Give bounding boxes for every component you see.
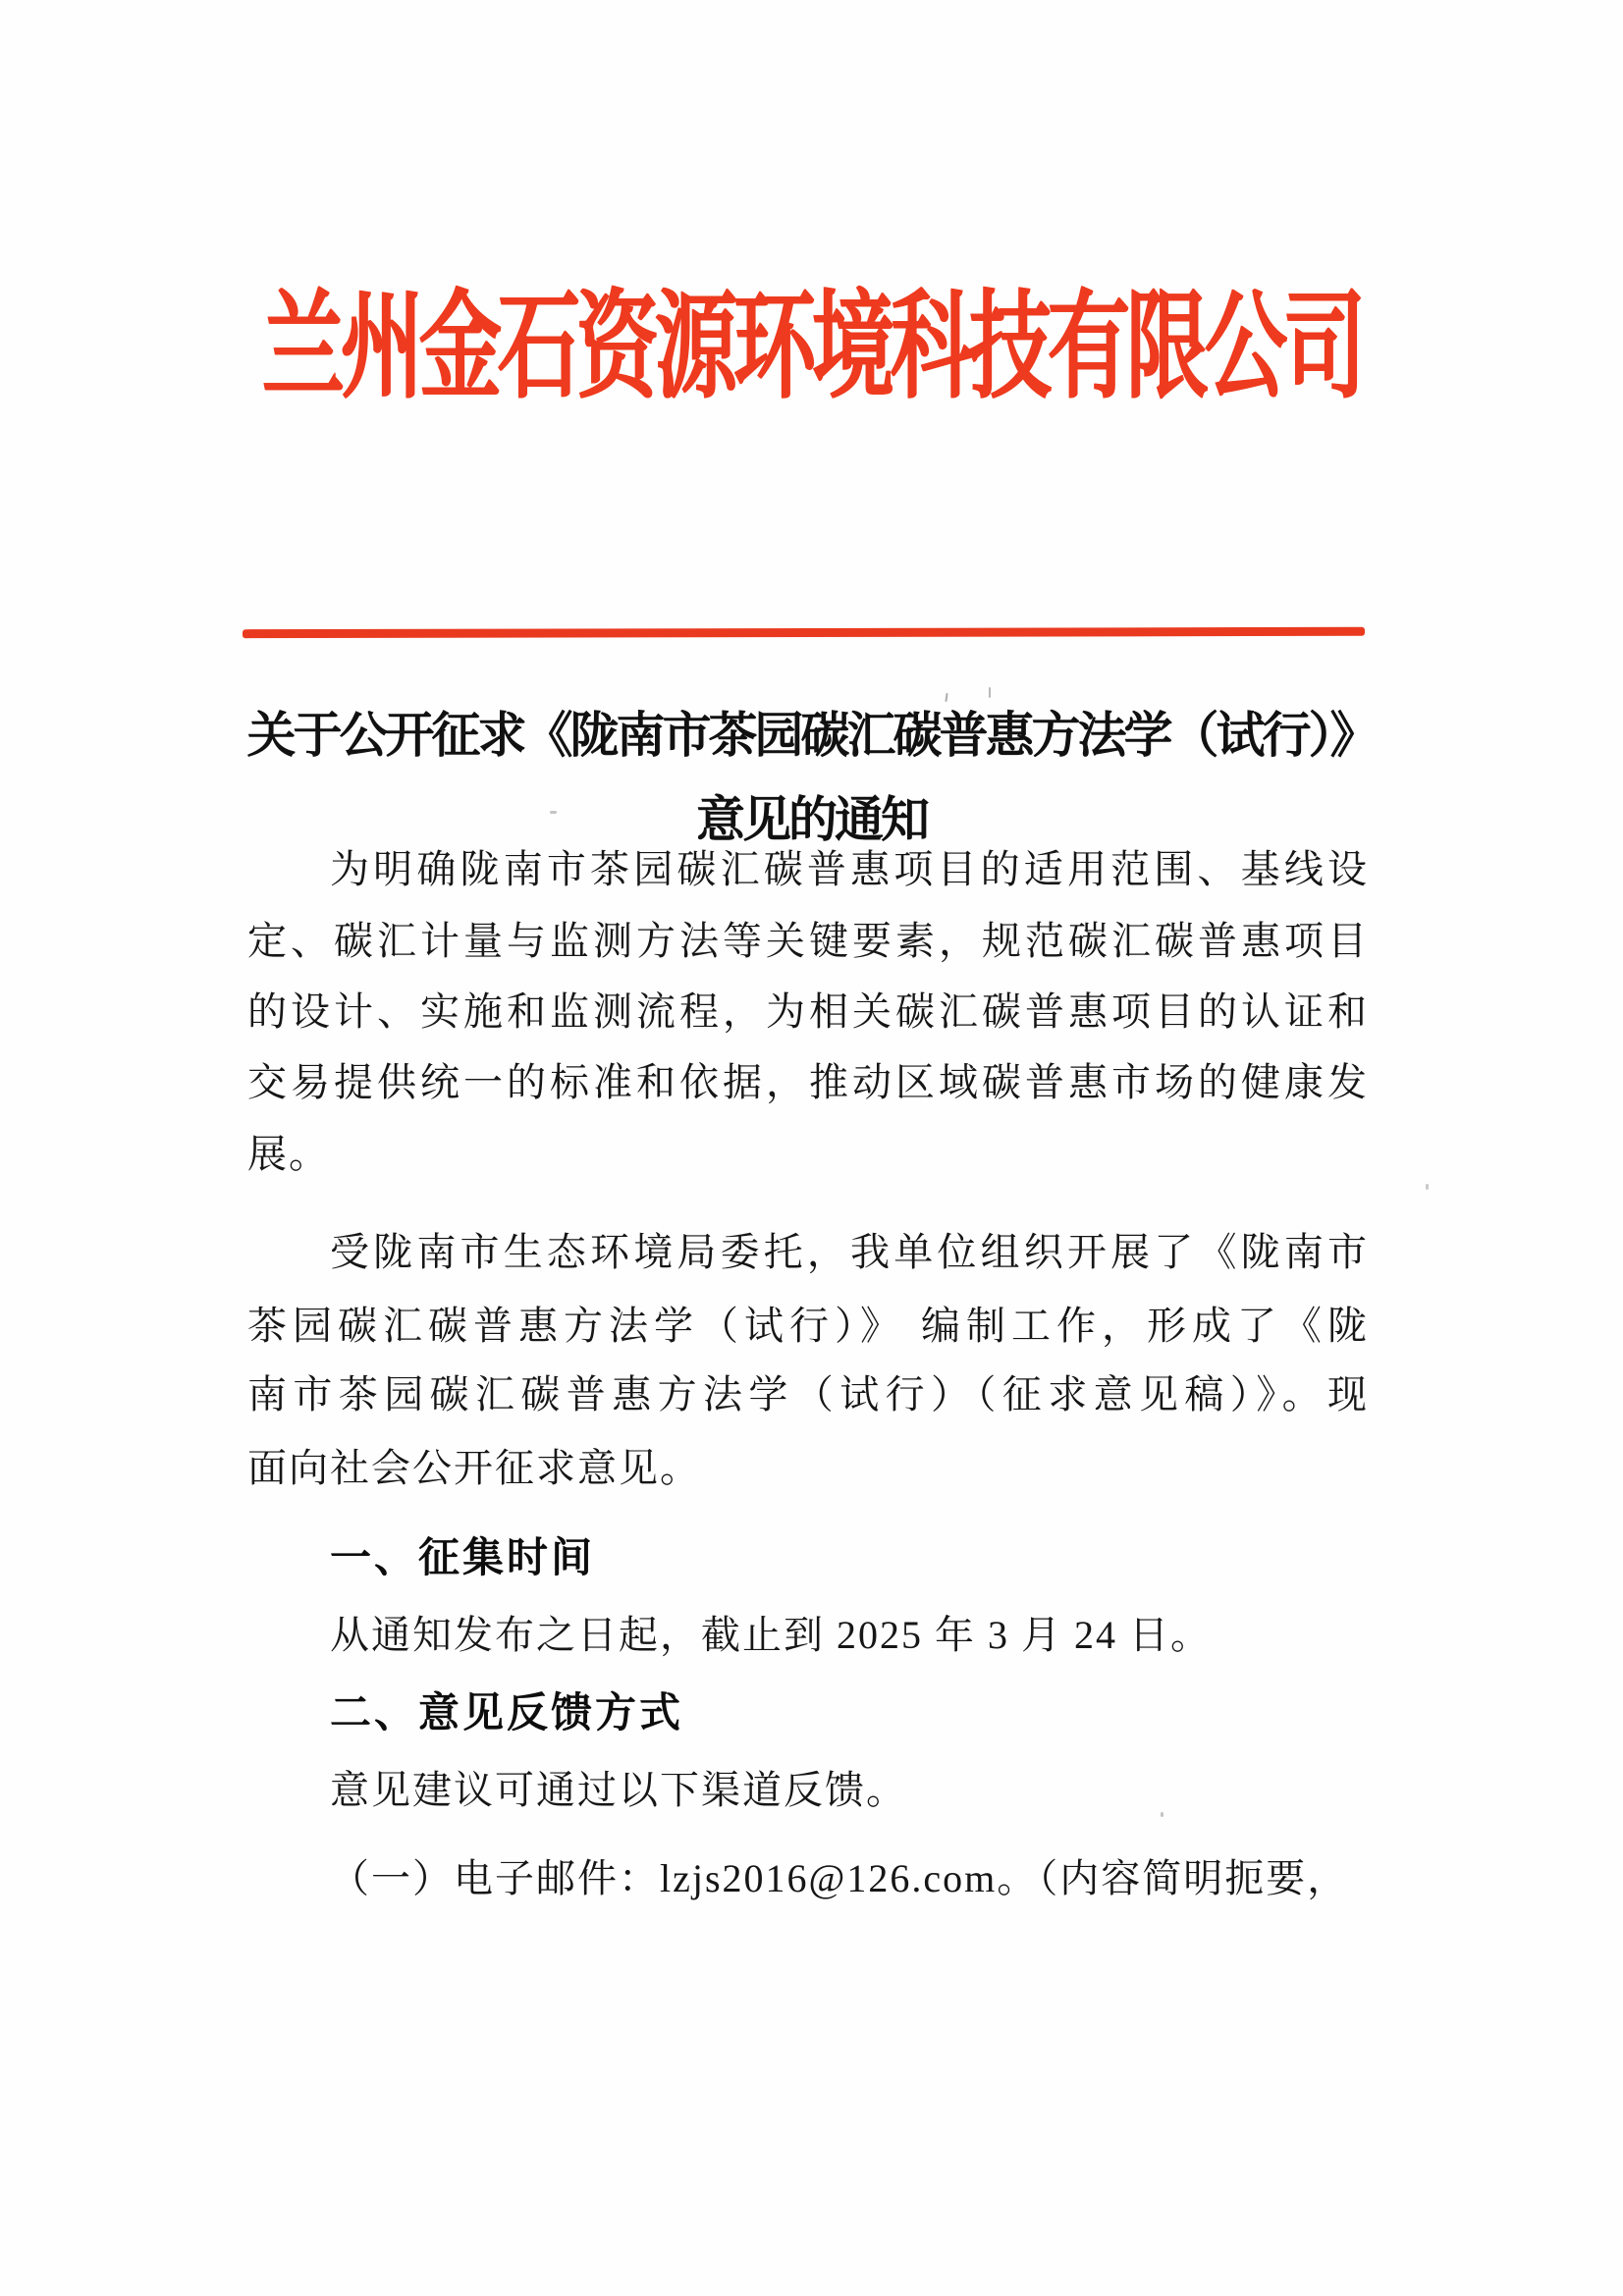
section1-deadline-line: 从通知发布之日起，截止到 2025 年 3 月 24 日。 (330, 1613, 1212, 1657)
section2-email-line: （一）电子邮件：lzjs2016@126.com。（内容简明扼要， (330, 1856, 1349, 1900)
scan-speck (1161, 1812, 1163, 1817)
paragraph1-line3: 的设计、实施和监测流程，为相关碳汇碳普惠项目的认证和 (247, 989, 1367, 1034)
section1-heading: 一、征集时间 (330, 1534, 596, 1580)
scan-speck (989, 687, 991, 698)
paragraph1-line2: 定、碳汇计量与监测方法等关键要素，规范碳汇碳普惠项目 (247, 919, 1367, 963)
section2-heading: 二、意见反馈方式 (330, 1689, 684, 1735)
paragraph2-line4: 面向社会公开征求意见。 (247, 1446, 701, 1490)
scan-speck (550, 811, 557, 814)
letterhead (0, 283, 1623, 413)
paragraph1-line5: 展。 (247, 1132, 330, 1176)
paragraph1-line1: 为明确陇南市茶园碳汇碳普惠项目的适用范围、基线设 (330, 847, 1367, 891)
paragraph1-line4: 交易提供统一的标准和依据，推动区域碳普惠市场的健康发 (247, 1060, 1367, 1104)
paragraph2-line3: 南市茶园碳汇碳普惠方法学（试行）（征求意见稿）》。现 (247, 1372, 1367, 1416)
company-name: 兰州金石资源环境科技有限公司 (261, 283, 1362, 413)
paragraph2-line2: 茶园碳汇碳普惠方法学（试行）》 编制工作，形成了《陇 (247, 1304, 1367, 1348)
section2-intro-line: 意见建议可通过以下渠道反馈。 (330, 1768, 907, 1812)
notice-title-line1: 关于公开征求《陇南市茶园碳汇碳普惠方法学（试行）》 (246, 707, 1377, 763)
notice-title-line2: 意见的通知 (696, 791, 927, 847)
letterhead-divider-line (243, 627, 1365, 638)
scan-speck (1426, 1184, 1429, 1190)
paragraph2-line1: 受陇南市生态环境局委托，我单位组织开展了《陇南市 (330, 1230, 1367, 1274)
